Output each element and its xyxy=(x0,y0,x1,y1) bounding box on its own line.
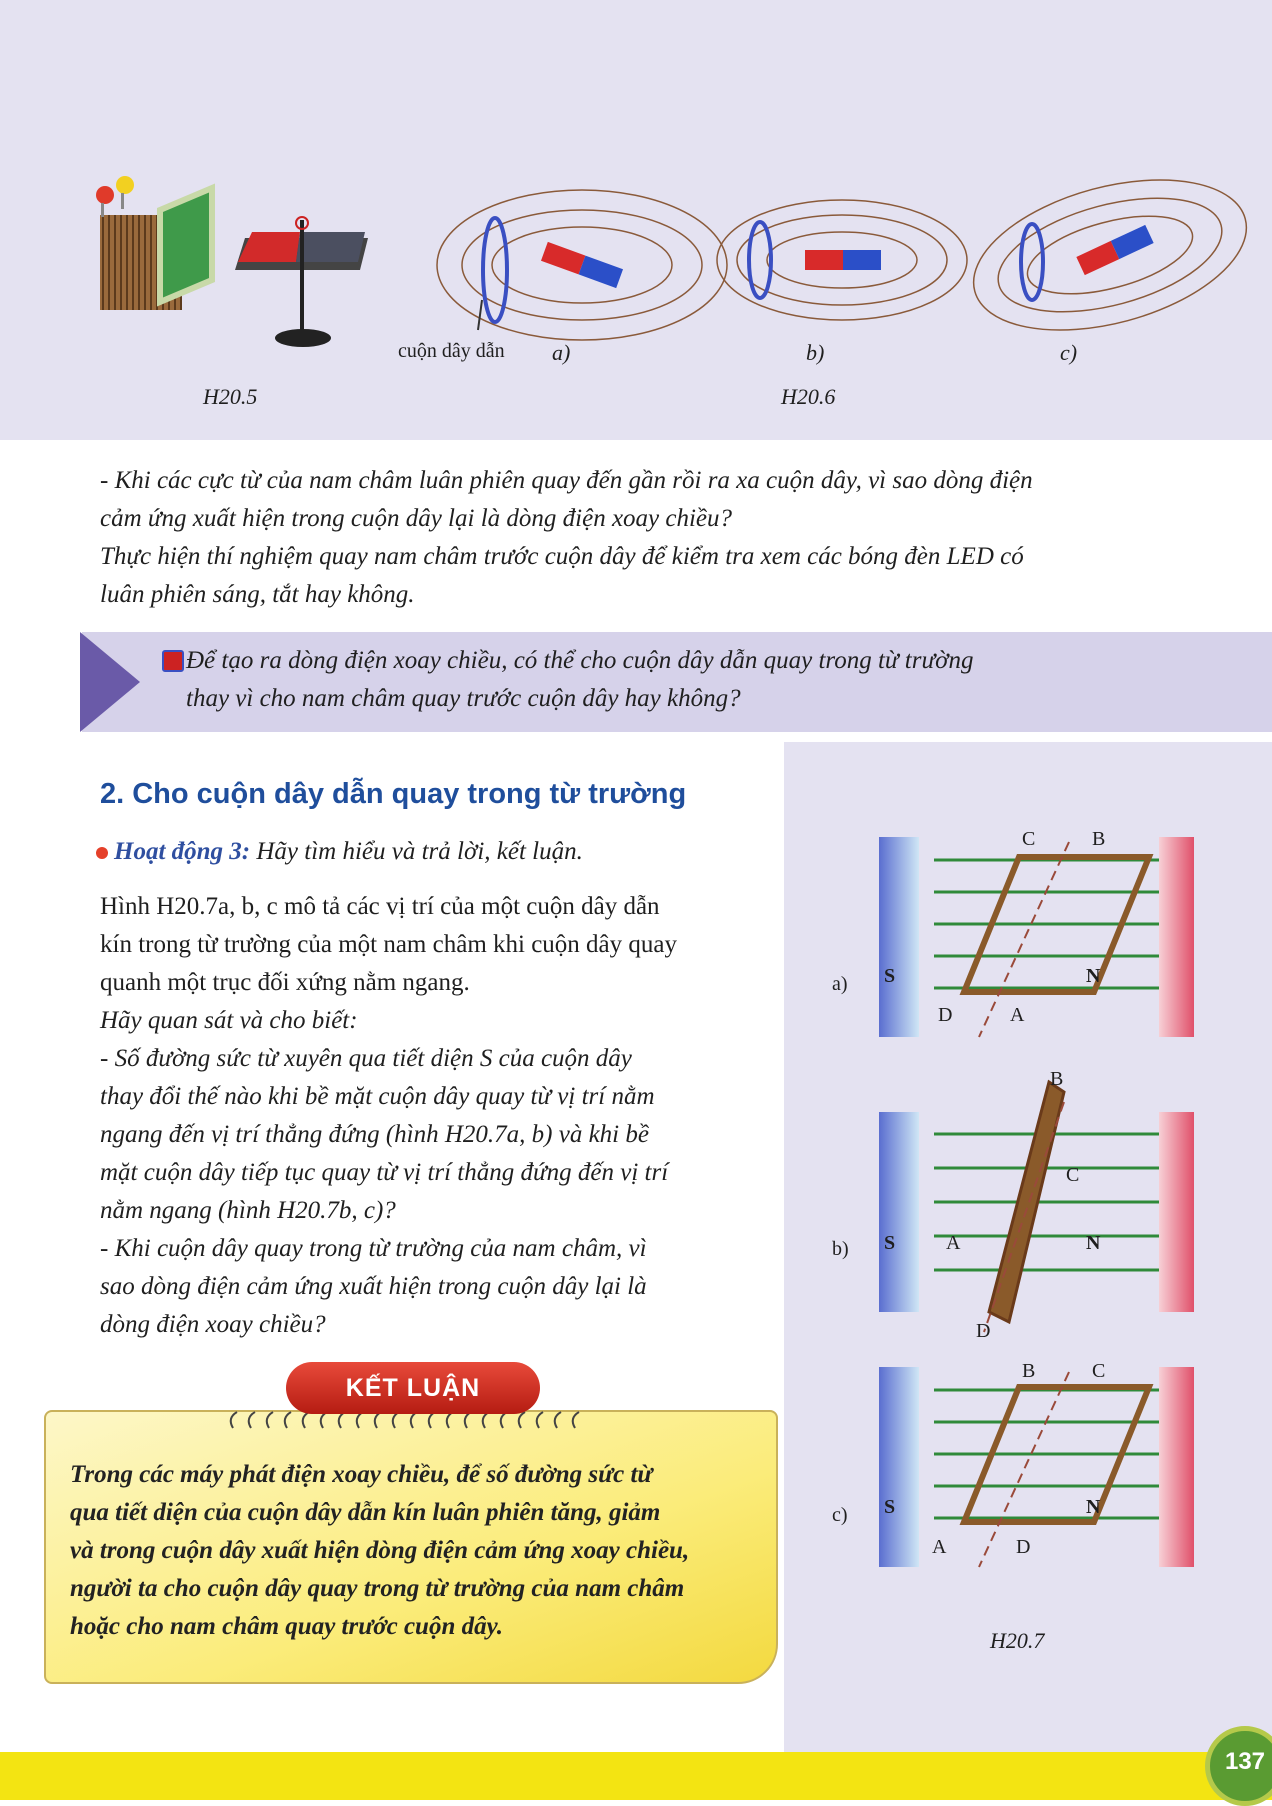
page-number: 137 xyxy=(1205,1726,1272,1806)
intro-paragraph xyxy=(100,462,1200,614)
h20-7-sub-a: a) xyxy=(832,973,848,995)
figure-caption-h20-5: H20.5 xyxy=(203,384,258,409)
h20-7-a-p1: C xyxy=(1022,828,1036,850)
h20-7-a-p3: D xyxy=(938,1004,953,1026)
coil-with-leds-illustration xyxy=(96,176,212,310)
body-line: thay đổi thế nào khi bề mặt cuộn dây quay từ vị trí nằm xyxy=(100,1083,655,1110)
h20-7-b-p1: B xyxy=(1050,1068,1064,1090)
question-text xyxy=(186,642,1246,718)
conclusion-line: Trong các máy phát điện xoay chiều, để số đường sức từ xyxy=(70,1461,653,1488)
activity-text: Hãy tìm hiểu và trả lời, kết luận. xyxy=(250,838,583,865)
conclusion-text xyxy=(70,1456,760,1646)
body-line: - Số đường sức từ xuyên qua tiết diện S của cuộn dây xyxy=(100,1045,632,1072)
h20-7-c-p4: D xyxy=(1016,1536,1031,1558)
intro-line: cảm ứng xuất hiện trong cuộn dây lại là dòng điện xoay chiều? xyxy=(100,505,733,532)
question-line: thay vì cho nam châm quay trước cuộn dây hay không? xyxy=(186,685,741,712)
question-line: Để tạo ra dòng điện xoay chiều, có thể cho cuộn dây dẫn quay trong từ trường xyxy=(186,647,974,674)
h20-7-b-p3: A xyxy=(946,1232,961,1254)
subfigure-a-label: a) xyxy=(552,340,571,365)
coil-position-c xyxy=(879,1367,1194,1567)
h20-7-b-S: S xyxy=(884,1232,896,1254)
body-line: ngang đến vị trí thẳng đứng (hình H20.7a, b) và khi bề xyxy=(100,1121,649,1148)
coil-label: cuộn dây dẫn xyxy=(398,340,505,362)
question-icon xyxy=(162,650,184,672)
subfigure-c-label: c) xyxy=(1060,340,1078,365)
body-line: Hình H20.7a, b, c mô tả các vị trí của một cuộn dây dẫn xyxy=(100,893,660,920)
conclusion-line: hoặc cho nam châm quay trước cuộn dây. xyxy=(70,1613,504,1640)
h20-7-sub-b: b) xyxy=(832,1238,849,1260)
h20-7-c-p1: B xyxy=(1022,1360,1036,1382)
body-line: kín trong từ trường của một nam châm khi cuộn dây quay xyxy=(100,931,678,958)
coil-position-b xyxy=(879,1082,1194,1332)
h20-7-a-p2: B xyxy=(1092,828,1106,850)
figure-h20-7 xyxy=(784,742,1272,1752)
activity-line xyxy=(96,838,583,866)
figures-h20-5-h20-6 xyxy=(0,0,1272,440)
field-lines-figure-c xyxy=(957,153,1263,357)
h20-7-a-S: S xyxy=(884,965,896,987)
h20-7-b-p4: D xyxy=(976,1320,991,1342)
bullet-icon xyxy=(96,847,108,859)
triangle-marker-icon xyxy=(80,632,150,732)
body-line: sao dòng điện cảm ứng xuất hiện trong cuộn dây lại là xyxy=(100,1273,647,1300)
body-line: - Khi cuộn dây quay trong từ trường của nam châm, vì xyxy=(100,1235,647,1262)
intro-line: luân phiên sáng, tắt hay không. xyxy=(100,581,415,608)
conclusion-badge: KẾT LUẬN xyxy=(286,1362,540,1414)
h20-7-c-N: N xyxy=(1086,1496,1101,1518)
field-lines-figure-b xyxy=(717,200,967,320)
coil-position-a xyxy=(879,837,1194,1037)
rotating-magnet-stand-illustration xyxy=(235,217,368,347)
footer-bar xyxy=(0,1752,1272,1800)
body-line: Hãy quan sát và cho biết: xyxy=(100,1007,358,1034)
figure-caption-h20-6: H20.6 xyxy=(781,384,836,409)
h20-7-b-p2: C xyxy=(1066,1164,1080,1186)
body-line: mặt cuộn dây tiếp tục quay từ vị trí thẳng đứng đến vị trí xyxy=(100,1159,669,1186)
h20-7-c-S: S xyxy=(884,1496,896,1518)
conclusion-line: và trong cuộn dây xuất hiện dòng điện cảm ứng xoay chiều, xyxy=(70,1537,690,1564)
h20-7-c-p3: A xyxy=(932,1536,947,1558)
h20-7-b-N: N xyxy=(1086,1232,1101,1254)
h20-7-a-N: N xyxy=(1086,965,1101,987)
conclusion-line: qua tiết diện của cuộn dây dẫn kín luân phiên tăng, giảm xyxy=(70,1499,661,1526)
subfigure-b-label: b) xyxy=(806,340,825,365)
field-lines-figure-a xyxy=(437,190,727,340)
body-line: nằm ngang (hình H20.7b, c)? xyxy=(100,1197,396,1224)
activity-label: Hoạt động 3: xyxy=(114,838,251,865)
h20-7-sub-c: c) xyxy=(832,1504,848,1526)
body-line: dòng điện xoay chiều? xyxy=(100,1311,326,1338)
section-body xyxy=(100,888,770,1344)
body-line: quanh một trục đối xứng nằm ngang. xyxy=(100,969,470,996)
section-title: 2. Cho cuộn dây dẫn quay trong từ trường xyxy=(100,778,687,810)
conclusion-line: người ta cho cuộn dây quay trong từ trường của nam châm xyxy=(70,1575,685,1602)
h20-7-a-p4: A xyxy=(1010,1004,1025,1026)
h20-7-c-p2: C xyxy=(1092,1360,1106,1382)
intro-line: Thực hiện thí nghiệm quay nam châm trước cuộn dây để kiểm tra xem các bóng đèn LED có xyxy=(100,543,1024,570)
figure-caption-h20-7: H20.7 xyxy=(990,1628,1045,1653)
intro-line: - Khi các cực từ của nam châm luân phiên quay đến gần rồi ra xa cuộn dây, vì sao dòng điện xyxy=(100,467,1033,494)
